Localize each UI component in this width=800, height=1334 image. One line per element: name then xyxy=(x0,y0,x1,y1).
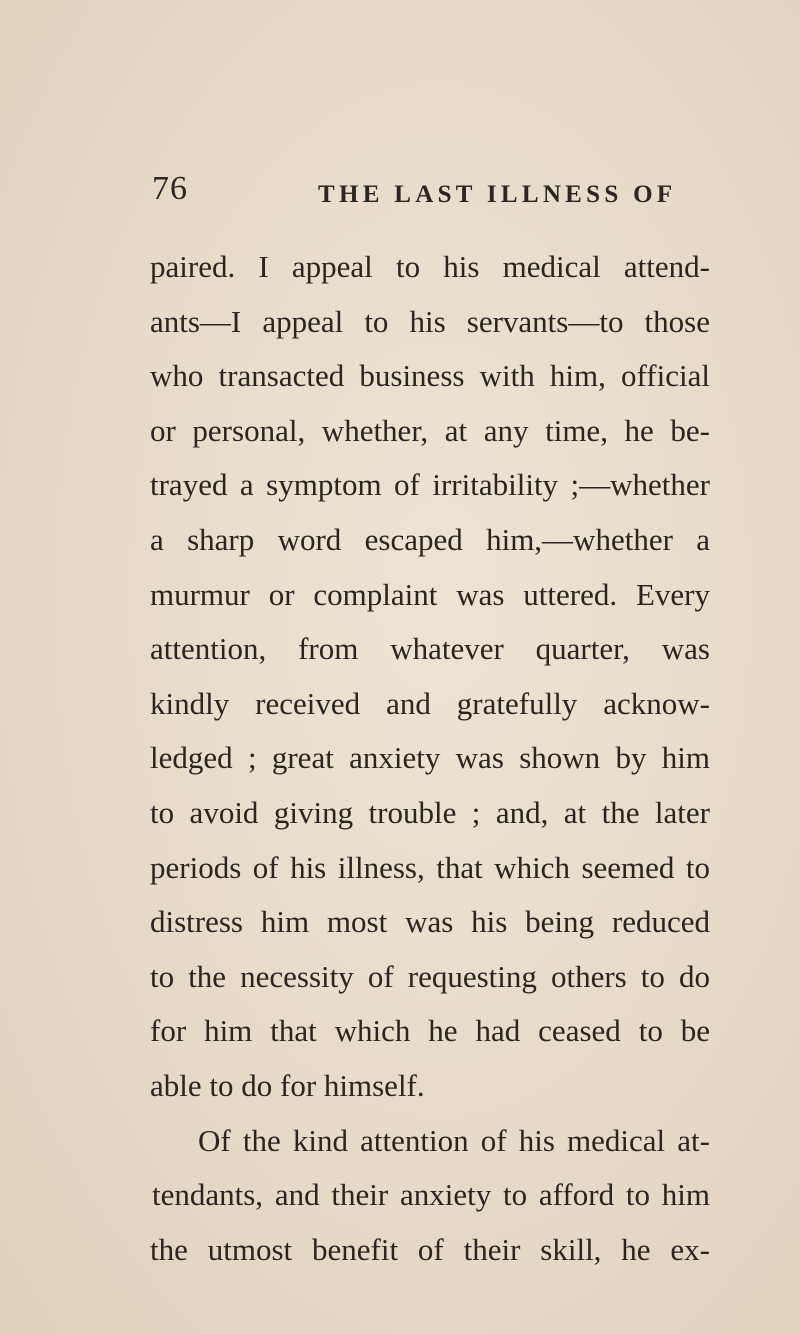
text-line: ants—I appeal to his servants—to those xyxy=(150,303,710,339)
text-line: Of the kind attention of his medical at- xyxy=(198,1122,710,1158)
body-text xyxy=(150,240,710,1277)
text-line: able to do for himself. xyxy=(150,1067,425,1103)
text-line: kindly received and gratefully acknow- xyxy=(150,685,710,721)
text-line: who transacted business with him, official xyxy=(150,358,710,394)
text-line: attention, from whatever quarter, was xyxy=(150,631,710,667)
text-line: murmur or complaint was uttered. Every xyxy=(150,576,710,612)
text-line: to the necessity of requesting others to do xyxy=(150,958,710,994)
text-line: paired. I appeal to his medical attend- xyxy=(150,249,710,284)
text-line: ledged ; great anxiety was shown by him xyxy=(150,740,710,776)
text-line: tendants, and their anxiety to afford to him xyxy=(152,1177,710,1213)
running-title: THE LAST ILLNESS OF xyxy=(318,181,677,208)
page-number: 76 xyxy=(152,170,188,207)
text-line: periods of his illness, that which seemed to xyxy=(150,849,710,885)
text-line: trayed a symptom of irritability ;—whether xyxy=(150,467,710,503)
text-line: distress him most was his being reduced xyxy=(150,904,710,940)
running-head xyxy=(0,150,800,210)
text-line: or personal, whether, at any time, he be- xyxy=(150,412,710,448)
text-line: to avoid giving trouble ; and, at the later xyxy=(150,794,710,830)
text-line: for him that which he had ceased to be xyxy=(150,1013,710,1049)
text-line: a sharp word escaped him,—whether a xyxy=(150,521,710,557)
text-line: the utmost benefit of their skill, he ex- xyxy=(150,1231,710,1267)
